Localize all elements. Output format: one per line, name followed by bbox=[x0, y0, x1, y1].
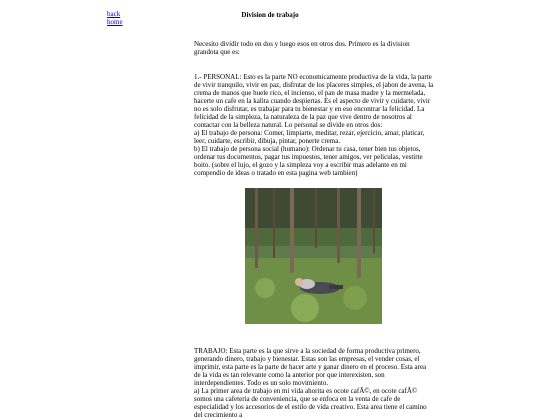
forest-photo bbox=[245, 188, 382, 324]
trabajo-item-a: a) La primer area de trabajo en mi vida ahorita es ocote cafÃ©, en ocote cafÃ© somos una cafeteria de conveniencia, que se enfoca en la venta de cafe de especialidad y los accesorios de el estilo de vida creativo. Esta area tiene el camino del crecimiento a bbox=[194, 387, 427, 419]
person-lying-in-forest-photo bbox=[245, 188, 382, 324]
back-link[interactable]: back bbox=[107, 10, 121, 18]
intro-paragraph bbox=[194, 40, 434, 56]
personal-section bbox=[194, 73, 434, 177]
personal-item-a: a) El trabajo de persona: Comer, limpiarte, meditar, rezar, ejercicio, amar, platicar, leer, cuidarte, escribir, dibuja, pintar, ponerte crema. bbox=[194, 129, 425, 145]
trabajo-paragraph: TRABAJO: Esta parte es la que sirve a la sociedad de forma productiva primero, generando dinero, trabajo y bienestar. Estas son las empresas, el vender cosas, el imprimir, esta parte es la parte de hacer arte y ganar dinero en el proceso. Esta area de la vida es tan relevante como la anterior por que interexisten, son interdependientes. Todo es un solo movimiento. bbox=[194, 347, 427, 387]
page-title: Division de trabajo bbox=[241, 11, 299, 19]
trabajo-section bbox=[194, 347, 434, 419]
home-link[interactable]: home bbox=[107, 18, 123, 26]
intro-text: Necesito dividir todo en dos y luego esos en otros dos. Primero es la division grandota que es: bbox=[194, 40, 410, 56]
personal-paragraph: 1.- PERSONAL: Esto es la parte NO economicamente productiva de la vida, la parte de vivir tranquilo, vivir en paz, disfrutar de los placeres simples, el jabon de avena, la crema de manos que huele rico, el incienso, el pan de masa madre y la mermelada, hacerte un cafe en la kalita cuando despiertas. Es el aspecto de vivir y cuidarte, vivir no es solo disfrutar, es trabajar para tu bienestar y en eso encontrar la felicidad. La felicidad de la simpleza, la naturaleza de la paz que vive dentro de nosotros al contactar con la belleza natural. Lo personal se divide en otros dos: bbox=[194, 73, 434, 129]
personal-item-b: b) El trabajo de persona social (humano): Ordenar tu casa, tener bien tus objetos, ordenar tus documentos, pagar tus impuestos, tener amigos, ver peliculas, vestirte boito. (sobre el lujo, el gozo y la simpleza voy a escribir mas adelante en mi compendio de ideas o tratado en esta pagina web tambien) bbox=[194, 145, 423, 177]
